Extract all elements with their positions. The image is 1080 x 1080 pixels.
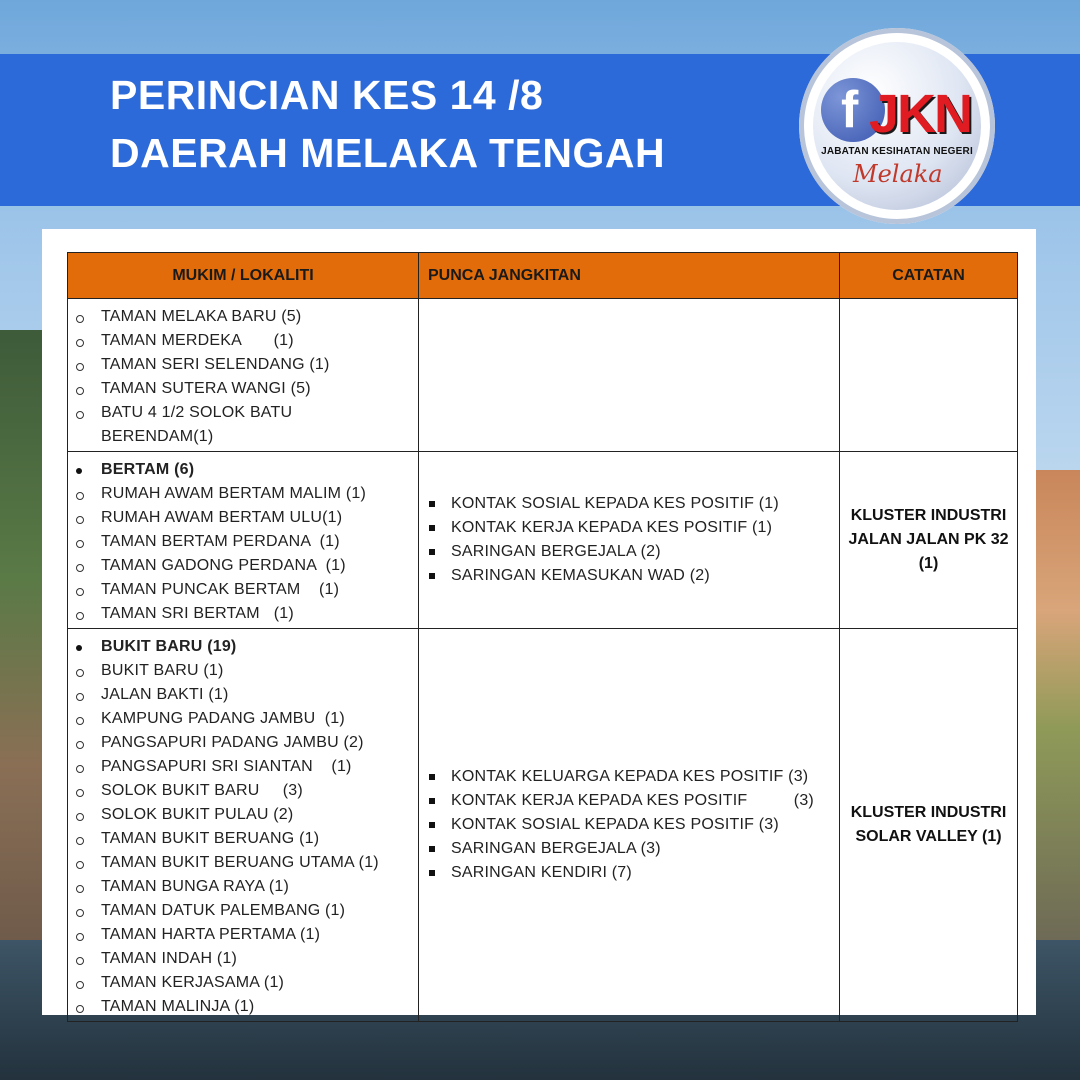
circle-bullet-icon bbox=[76, 564, 84, 572]
circle-bullet-icon bbox=[76, 401, 94, 427]
locality-item bbox=[76, 899, 418, 923]
circle-bullet-icon bbox=[76, 588, 84, 596]
square-bullet-icon bbox=[429, 798, 435, 804]
table-body bbox=[68, 299, 1018, 1022]
locality-item bbox=[76, 707, 418, 731]
cell-note bbox=[840, 629, 1018, 1022]
locality-text: TAMAN SUTERA WANGI (5) bbox=[101, 380, 311, 397]
circle-bullet-icon bbox=[76, 885, 84, 893]
locality-text: RUMAH AWAM BERTAM ULU(1) bbox=[101, 509, 343, 526]
background-buildings bbox=[1032, 470, 1080, 940]
cluster-note bbox=[840, 504, 1017, 576]
locality-text: TAMAN MALINJA (1) bbox=[101, 998, 255, 1015]
source-item bbox=[429, 861, 839, 885]
source-list bbox=[419, 492, 839, 588]
title-line-2: DAERAH MELAKA TENGAH bbox=[110, 130, 666, 176]
locality-text: PANGSAPURI SRI SIANTAN (1) bbox=[101, 758, 352, 775]
cell-sources bbox=[419, 452, 840, 629]
square-bullet-icon bbox=[429, 822, 435, 828]
circle-bullet-icon bbox=[76, 482, 94, 508]
circle-bullet-icon bbox=[76, 981, 84, 989]
circle-bullet-icon bbox=[76, 971, 94, 997]
cell-localities bbox=[68, 299, 419, 452]
locality-item bbox=[76, 530, 418, 554]
locality-item bbox=[76, 731, 418, 755]
circle-bullet-icon bbox=[76, 789, 84, 797]
locality-item bbox=[76, 803, 418, 827]
square-bullet-icon bbox=[429, 549, 435, 555]
locality-text: TAMAN INDAH (1) bbox=[101, 950, 238, 967]
locality-text: TAMAN KERJASAMA (1) bbox=[101, 974, 285, 991]
square-bullet-icon bbox=[429, 846, 435, 852]
locality-text: TAMAN PUNCAK BERTAM (1) bbox=[101, 581, 340, 598]
locality-group-heading bbox=[76, 458, 418, 482]
cell-localities bbox=[68, 452, 419, 629]
locality-item bbox=[76, 425, 418, 449]
circle-bullet-icon bbox=[76, 947, 94, 973]
page-title bbox=[110, 66, 665, 182]
circle-bullet-icon bbox=[76, 516, 84, 524]
locality-item bbox=[76, 779, 418, 803]
locality-text: BATU 4 1/2 SOLOK BATU bbox=[101, 404, 293, 421]
locality-text: TAMAN BERTAM PERDANA (1) bbox=[101, 533, 340, 550]
source-text: KONTAK SOSIAL KEPADA KES POSITIF (3) bbox=[451, 816, 779, 833]
square-bullet-icon bbox=[429, 525, 435, 531]
locality-group-heading bbox=[76, 635, 418, 659]
square-bullet-icon bbox=[429, 573, 435, 579]
source-text: KONTAK SOSIAL KEPADA KES POSITIF (1) bbox=[451, 495, 779, 512]
locality-text: TAMAN BUKIT BERUANG (1) bbox=[101, 830, 320, 847]
circle-bullet-icon bbox=[76, 315, 84, 323]
source-item bbox=[429, 492, 839, 516]
cell-sources bbox=[419, 299, 840, 452]
circle-bullet-icon bbox=[76, 995, 94, 1021]
source-item bbox=[429, 837, 839, 861]
square-bullet-icon bbox=[429, 501, 435, 507]
circle-bullet-icon bbox=[76, 755, 94, 781]
locality-text: SOLOK BUKIT PULAU (2) bbox=[101, 806, 294, 823]
content-card bbox=[42, 229, 1036, 1015]
cell-sources bbox=[419, 629, 840, 1022]
circle-bullet-icon bbox=[76, 669, 84, 677]
source-item bbox=[429, 813, 839, 837]
circle-bullet-icon bbox=[76, 1005, 84, 1013]
circle-bullet-icon bbox=[76, 731, 94, 757]
circle-bullet-icon bbox=[76, 909, 84, 917]
circle-bullet-icon bbox=[76, 741, 84, 749]
circle-bullet-icon bbox=[76, 933, 84, 941]
circle-bullet-icon bbox=[76, 957, 84, 965]
locality-item bbox=[76, 602, 418, 626]
source-item bbox=[429, 765, 839, 789]
locality-text: BERENDAM(1) bbox=[101, 428, 214, 445]
source-text: KONTAK KERJA KEPADA KES POSITIF (3) bbox=[451, 792, 814, 809]
circle-bullet-icon bbox=[76, 540, 84, 548]
circle-bullet-icon bbox=[76, 353, 94, 379]
circle-bullet-icon bbox=[76, 765, 84, 773]
locality-text: TAMAN MERDEKA (1) bbox=[101, 332, 294, 349]
circle-bullet-icon bbox=[76, 803, 94, 829]
cluster-note-line: KLUSTER INDUSTRI bbox=[850, 804, 1007, 821]
locality-item bbox=[76, 851, 418, 875]
locality-item bbox=[76, 506, 418, 530]
table-header-row bbox=[68, 253, 1018, 299]
circle-bullet-icon bbox=[76, 411, 84, 419]
locality-item bbox=[76, 353, 418, 377]
circle-bullet-icon bbox=[76, 861, 84, 869]
locality-text: BUKIT BARU (1) bbox=[101, 662, 224, 679]
source-text: SARINGAN BERGEJALA (2) bbox=[451, 543, 661, 560]
circle-bullet-icon bbox=[76, 837, 84, 845]
circle-bullet-icon bbox=[76, 683, 94, 709]
source-text: KONTAK KERJA KEPADA KES POSITIF (1) bbox=[451, 519, 773, 536]
locality-text: TAMAN SERI SELENDANG (1) bbox=[101, 356, 330, 373]
dot-bullet-icon bbox=[76, 458, 94, 482]
square-bullet-icon bbox=[429, 774, 435, 780]
locality-text: TAMAN MELAKA BARU (5) bbox=[101, 308, 302, 325]
locality-item bbox=[76, 578, 418, 602]
circle-bullet-icon bbox=[76, 717, 84, 725]
locality-text: TAMAN SRI BERTAM (1) bbox=[101, 605, 294, 622]
source-text: KONTAK KELUARGA KEPADA KES POSITIF (3) bbox=[451, 768, 809, 785]
circle-bullet-icon bbox=[76, 339, 84, 347]
circle-bullet-icon bbox=[76, 305, 94, 331]
locality-item bbox=[76, 401, 418, 425]
circle-bullet-icon bbox=[76, 612, 84, 620]
circle-bullet-icon bbox=[76, 554, 94, 580]
locality-item bbox=[76, 827, 418, 851]
locality-text: TAMAN GADONG PERDANA (1) bbox=[101, 557, 346, 574]
locality-text: JALAN BAKTI (1) bbox=[101, 686, 229, 703]
circle-bullet-icon bbox=[76, 578, 94, 604]
locality-item bbox=[76, 554, 418, 578]
logo-script: Melaka bbox=[853, 160, 943, 188]
locality-text: TAMAN BUNGA RAYA (1) bbox=[101, 878, 290, 895]
locality-text: BUKIT BARU (19) bbox=[101, 638, 237, 655]
locality-text: BERTAM (6) bbox=[101, 461, 195, 478]
circle-bullet-icon bbox=[76, 923, 94, 949]
logo-subtitle: JABATAN KESIHATAN NEGERI bbox=[821, 146, 973, 157]
circle-bullet-icon bbox=[76, 779, 94, 805]
cluster-note bbox=[840, 801, 1017, 849]
locality-text: SOLOK BUKIT BARU (3) bbox=[101, 782, 303, 799]
locality-list bbox=[68, 452, 418, 628]
locality-text: TAMAN HARTA PERTAMA (1) bbox=[101, 926, 321, 943]
source-text: SARINGAN BERGEJALA (3) bbox=[451, 840, 661, 857]
locality-item bbox=[76, 659, 418, 683]
header-punca: PUNCA JANGKITAN bbox=[419, 253, 840, 299]
locality-text: PANGSAPURI PADANG JAMBU (2) bbox=[101, 734, 364, 751]
circle-bullet-icon bbox=[76, 899, 94, 925]
cluster-note-line: JALAN JALAN PK 32 bbox=[848, 531, 1009, 548]
source-item bbox=[429, 789, 839, 813]
circle-bullet-icon bbox=[76, 827, 94, 853]
locality-text: TAMAN DATUK PALEMBANG (1) bbox=[101, 902, 346, 919]
case-table bbox=[67, 252, 1018, 1022]
source-item bbox=[429, 540, 839, 564]
cluster-note-line: (1) bbox=[918, 555, 939, 572]
circle-bullet-icon bbox=[76, 813, 84, 821]
locality-list bbox=[68, 629, 418, 1021]
locality-item bbox=[76, 755, 418, 779]
locality-item bbox=[76, 875, 418, 899]
source-list bbox=[419, 765, 839, 885]
dot-bullet-icon bbox=[76, 635, 94, 659]
jkn-logo bbox=[799, 28, 995, 224]
locality-item bbox=[76, 683, 418, 707]
cell-note bbox=[840, 299, 1018, 452]
circle-bullet-icon bbox=[76, 693, 84, 701]
logo-badge bbox=[813, 42, 981, 210]
circle-bullet-icon bbox=[76, 659, 94, 685]
source-item bbox=[429, 516, 839, 540]
cluster-note-line: SOLAR VALLEY (1) bbox=[855, 828, 1002, 845]
source-item bbox=[429, 564, 839, 588]
locality-item bbox=[76, 995, 418, 1019]
facebook-letter: f bbox=[841, 81, 859, 139]
cluster-note-line: KLUSTER INDUSTRI bbox=[850, 507, 1007, 524]
locality-text: KAMPUNG PADANG JAMBU (1) bbox=[101, 710, 345, 727]
circle-bullet-icon bbox=[76, 492, 84, 500]
circle-bullet-icon bbox=[76, 329, 94, 355]
circle-bullet-icon bbox=[76, 506, 94, 532]
header-mukim: MUKIM / LOKALITI bbox=[68, 253, 419, 299]
locality-list bbox=[68, 299, 418, 451]
cell-note bbox=[840, 452, 1018, 629]
dot-bullet-icon bbox=[76, 468, 82, 474]
title-line-1: PERINCIAN KES 14 /8 bbox=[110, 72, 544, 118]
circle-bullet-icon bbox=[76, 377, 94, 403]
circle-bullet-icon bbox=[76, 875, 94, 901]
locality-item bbox=[76, 377, 418, 401]
circle-bullet-icon bbox=[76, 363, 84, 371]
locality-item bbox=[76, 923, 418, 947]
circle-bullet-icon bbox=[76, 387, 84, 395]
cell-localities bbox=[68, 629, 419, 1022]
locality-item bbox=[76, 482, 418, 506]
locality-item bbox=[76, 329, 418, 353]
locality-item bbox=[76, 971, 418, 995]
source-text: SARINGAN KEMASUKAN WAD (2) bbox=[451, 567, 710, 584]
circle-bullet-icon bbox=[76, 851, 94, 877]
circle-bullet-icon bbox=[76, 707, 94, 733]
table-row bbox=[68, 299, 1018, 452]
header-catatan: CATATAN bbox=[840, 253, 1018, 299]
circle-bullet-icon bbox=[76, 602, 94, 628]
table-row bbox=[68, 629, 1018, 1022]
dot-bullet-icon bbox=[76, 645, 82, 651]
logo-brand: JKN bbox=[869, 84, 972, 144]
source-text: SARINGAN KENDIRI (7) bbox=[451, 864, 632, 881]
locality-item bbox=[76, 305, 418, 329]
locality-item bbox=[76, 947, 418, 971]
locality-text: TAMAN BUKIT BERUANG UTAMA (1) bbox=[101, 854, 379, 871]
square-bullet-icon bbox=[429, 870, 435, 876]
circle-bullet-icon bbox=[76, 530, 94, 556]
locality-text: RUMAH AWAM BERTAM MALIM (1) bbox=[101, 485, 366, 502]
table-row bbox=[68, 452, 1018, 629]
